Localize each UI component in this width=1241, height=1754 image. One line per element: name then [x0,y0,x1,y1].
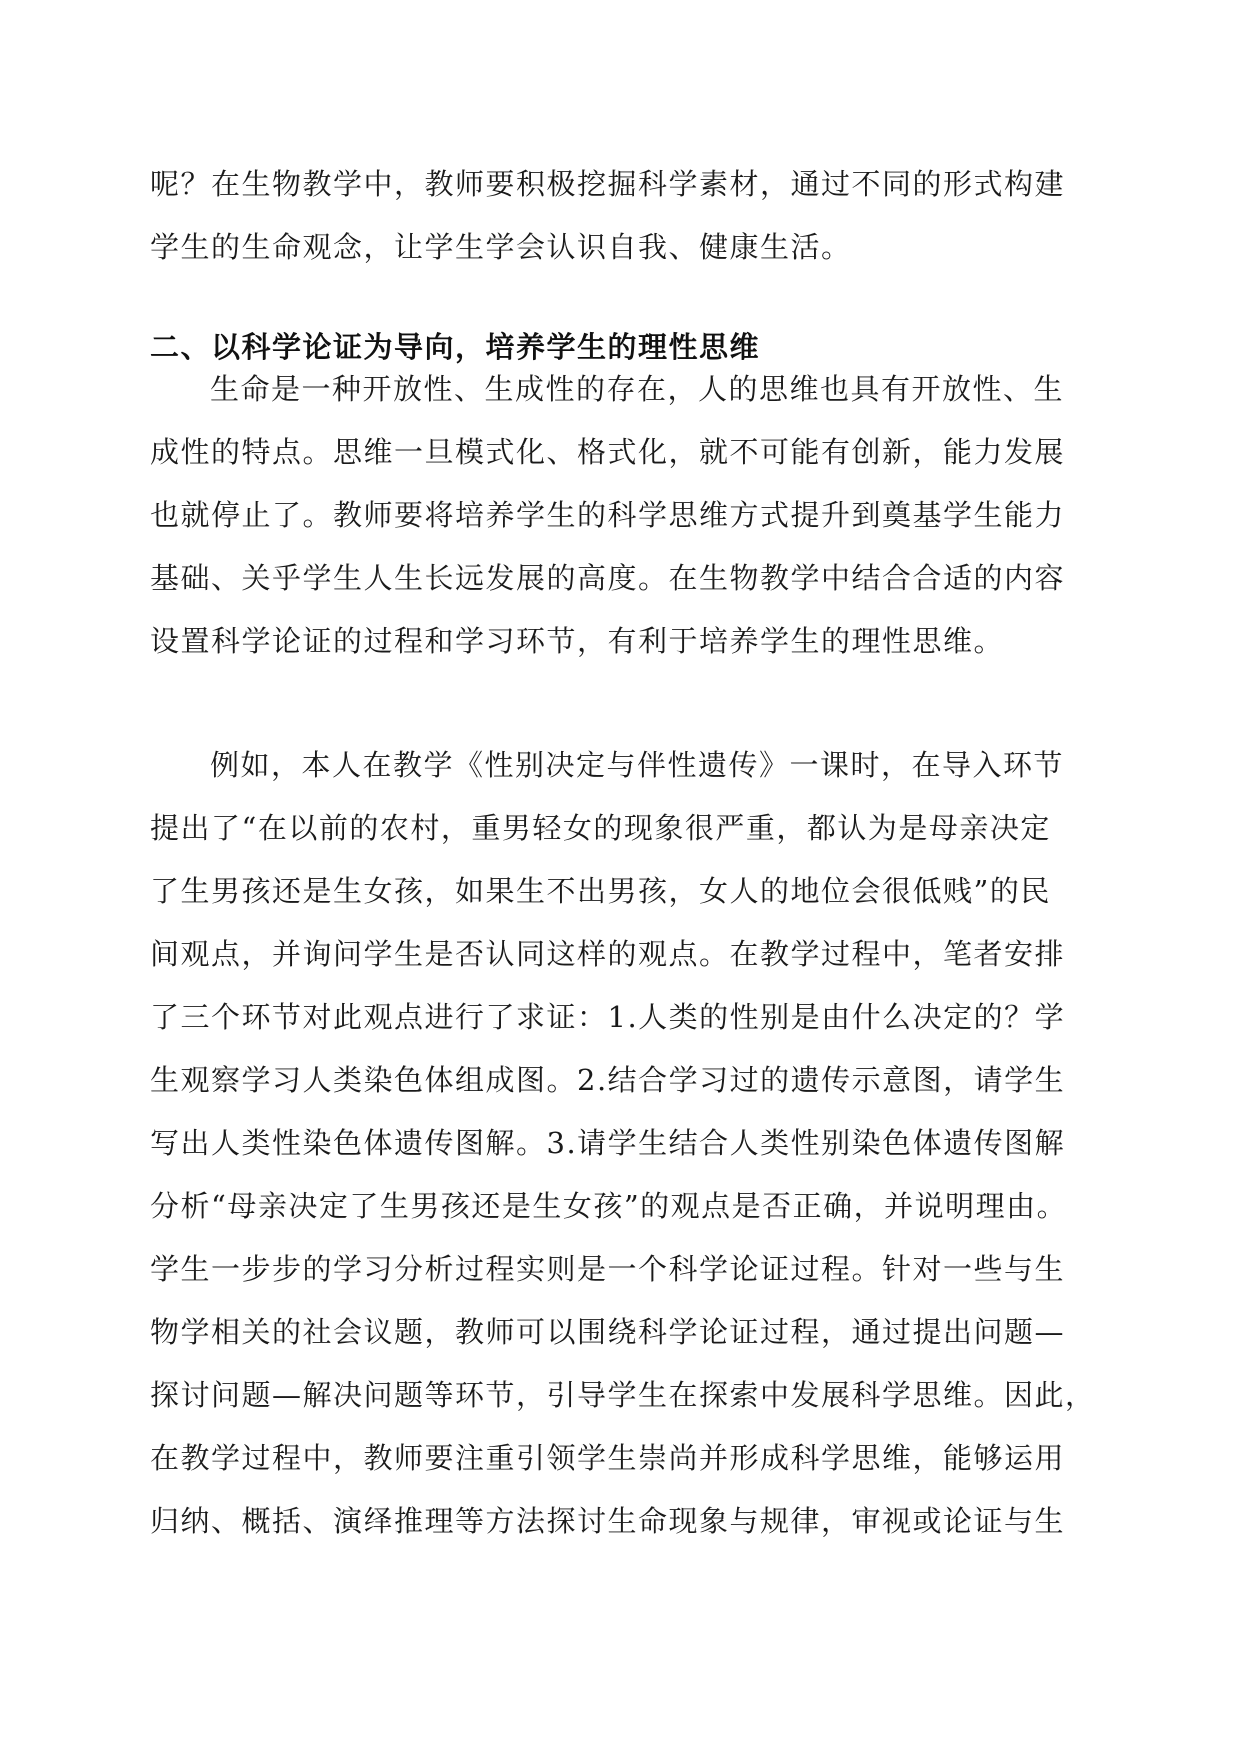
paragraph-3-line: 物学相关的社会议题，教师可以围绕科学论证过程，通过提出问题— [150,1315,1066,1349]
paragraph-3-line: 生观察学习人类染色体组成图。2.结合学习过的遗传示意图，请学生 [150,1063,1066,1097]
paragraph-3-line: 提出了“在以前的农村，重男轻女的现象很严重，都认为是母亲决定 [150,811,1051,845]
paragraph-3-line: 归纳、概括、演绎推理等方法探讨生命现象与规律，审视或论证与生 [150,1504,1066,1538]
paragraph-2 [150,358,1090,673]
paragraph-2-line: 设置科学论证的过程和学习环节，有利于培养学生的理性思维。 [150,624,1005,658]
paragraph-2-line: 成性的特点。思维一旦模式化、格式化，就不可能有创新，能力发展 [150,435,1066,469]
paragraph-3 [150,734,1096,1553]
paragraph-1-line: 呢？在生物教学中，教师要积极挖掘科学素材，通过不同的形式构建 [150,167,1066,201]
paragraph-1-line: 学生的生命观念，让学生学会认识自我、健康生活。 [150,230,852,264]
paragraph-3-line: 间观点，并询问学生是否认同这样的观点。在教学过程中，笔者安排 [150,937,1066,971]
paragraph-2-line: 基础、关乎学生人生长远发展的高度。在生物教学中结合合适的内容 [150,561,1066,595]
paragraph-3-line: 例如，本人在教学《性别决定与伴性遗传》一课时，在导入环节 [210,748,1065,782]
paragraph-1 [150,153,1090,279]
section-heading: 二、以科学论证为导向，培养学生的理性思维 [150,330,761,364]
paragraph-3-line: 了生男孩还是生女孩，如果生不出男孩，女人的地位会很低贱”的民 [150,874,1051,908]
paragraph-3-line: 了三个环节对此观点进行了求证：1.人类的性别是由什么决定的？学 [150,1000,1066,1034]
paragraph-3-line: 在教学过程中，教师要注重引领学生崇尚并形成科学思维，能够运用 [150,1441,1066,1475]
paragraph-3-line: 探讨问题—解决问题等环节，引导学生在探索中发展科学思维。因此， [150,1378,1096,1412]
paragraph-3-line: 写出人类性染色体遗传图解。3.请学生结合人类性别染色体遗传图解 [150,1126,1066,1160]
paragraph-2-line: 生命是一种开放性、生成性的存在，人的思维也具有开放性、生 [210,372,1065,406]
paragraph-3-line: 学生一步步的学习分析过程实则是一个科学论证过程。针对一些与生 [150,1252,1066,1286]
paragraph-3-line: 分析“母亲决定了生男孩还是生女孩”的观点是否正确，并说明理由。 [150,1189,1068,1223]
paragraph-2-line: 也就停止了。教师要将培养学生的科学思维方式提升到奠基学生能力 [150,498,1066,532]
